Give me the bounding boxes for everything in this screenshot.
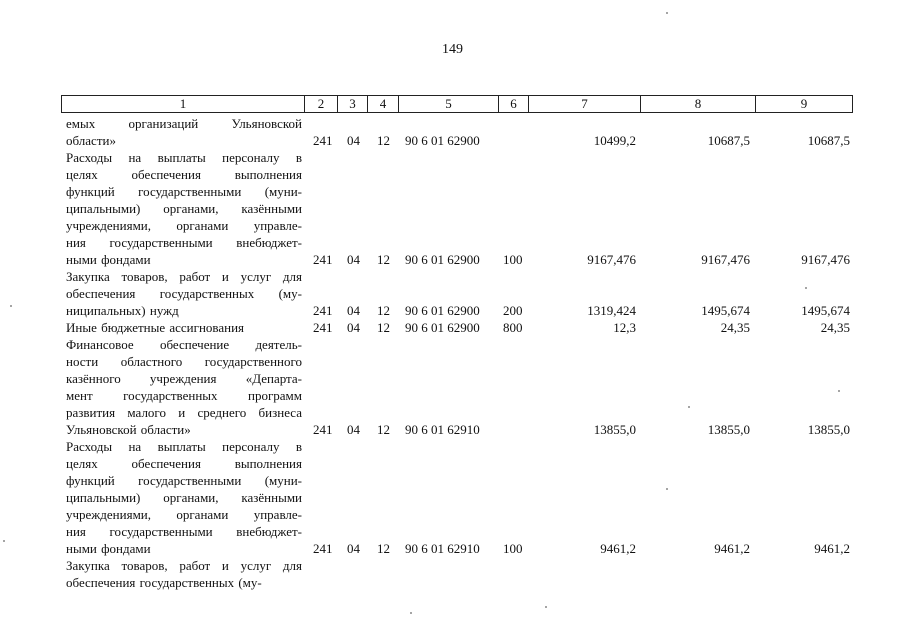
header-col-2: 2 [305,96,338,112]
cell-col-7: 10499,2 [593,133,636,148]
cell-col-4: 12 [377,303,390,318]
description-line: Расходы на выплаты персоналу в [66,150,302,165]
description-line: ниципальных) нужд [66,303,179,318]
description-line: функций государственными (муни- [66,473,302,488]
row-description [66,438,302,557]
description-line: учреждениями, органами управле- [66,218,302,233]
row-description [66,149,302,268]
cell-col-8: 1495,674 [701,303,750,318]
cell-col-8: 13855,0 [707,422,750,437]
header-col-6: 6 [499,96,529,112]
description-line: развития малого и среднего бизнеса [66,405,302,420]
table-header [61,95,853,113]
row-description [66,557,302,591]
cell-col-8: 9167,476 [701,252,750,267]
cell-col-2: 241 [313,541,333,556]
table-row [0,557,905,591]
description-line: Финансовое обеспечение деятель- [66,337,302,352]
table-row [0,268,905,319]
table-row [0,336,905,438]
description-line: функций государственными (муни- [66,184,302,199]
cell-col-2: 241 [313,252,333,267]
scan-speck [666,12,668,14]
cell-col-6: 800 [503,320,523,335]
cell-col-7: 12,3 [613,320,636,335]
scan-speck [805,287,807,289]
description-line: Ульяновской области» [66,422,191,437]
description-line: ности областного государственного [66,354,302,369]
cell-col-9: 9167,476 [801,252,850,267]
row-description [66,115,302,149]
header-col-3: 3 [338,96,368,112]
description-line: области» [66,133,116,148]
description-line: ния государственными внебюджет- [66,235,302,250]
cell-col-3: 04 [347,320,360,335]
cell-col-2: 241 [313,320,333,335]
cell-col-8: 10687,5 [707,133,750,148]
cell-col-3: 04 [347,541,360,556]
scan-speck [10,305,12,307]
table-row [0,438,905,557]
cell-col-9: 10687,5 [807,133,850,148]
cell-col-4: 12 [377,320,390,335]
table-row [0,149,905,268]
cell-col-7: 1319,424 [587,303,636,318]
description-line: емых организаций Ульяновской [66,116,302,131]
scan-speck [688,406,690,408]
row-description [66,319,302,336]
cell-col-8: 24,35 [720,320,750,335]
cell-col-3: 04 [347,422,360,437]
description-line: Закупка товаров, работ и услуг для [66,269,302,284]
cell-col-2: 241 [313,422,333,437]
header-col-8: 8 [641,96,756,112]
description-line: Иные бюджетные ассигнования [66,320,245,335]
description-line: целях обеспечения выполнения [66,456,302,471]
header-col-5: 5 [399,96,499,112]
cell-col-3: 04 [347,303,360,318]
header-col-1: 1 [62,96,305,112]
cell-col-9: 24,35 [820,320,850,335]
description-line: ными фондами [66,252,151,267]
scan-speck [545,606,547,608]
cell-col-6: 100 [503,541,523,556]
page-number: 149 [442,42,463,57]
description-line: обеспечения государственных (му- [66,286,302,301]
cell-col-5: 90 6 01 62900 [405,252,480,267]
cell-col-3: 04 [347,252,360,267]
scan-speck [838,390,840,392]
cell-col-5: 90 6 01 62910 [405,422,480,437]
cell-col-8: 9461,2 [714,541,750,556]
row-description [66,268,302,319]
cell-col-4: 12 [377,541,390,556]
header-col-4: 4 [368,96,399,112]
cell-col-9: 9461,2 [814,541,850,556]
description-line: ципальными) органами, казёнными [66,490,302,505]
cell-col-7: 9167,476 [587,252,636,267]
description-line: Закупка товаров, работ и услуг для [66,558,302,573]
cell-col-4: 12 [377,133,390,148]
cell-col-9: 1495,674 [801,303,850,318]
row-description [66,336,302,438]
cell-col-5: 90 6 01 62900 [405,133,480,148]
cell-col-6: 100 [503,252,523,267]
cell-col-5: 90 6 01 62900 [405,303,480,318]
description-line: казённого учреждения «Департа- [66,371,302,386]
header-col-7: 7 [529,96,641,112]
scan-speck [410,612,412,614]
cell-col-6: 200 [503,303,523,318]
scan-speck [666,488,668,490]
header-col-9: 9 [800,96,808,111]
description-line: ными фондами [66,541,151,556]
cell-col-7: 13855,0 [593,422,636,437]
description-line: ния государственными внебюджет- [66,524,302,539]
cell-col-3: 04 [347,133,360,148]
description-line: обеспечения государственных (му- [66,575,262,590]
cell-col-7: 9461,2 [600,541,636,556]
cell-col-4: 12 [377,422,390,437]
table-row [0,115,905,149]
scan-speck [3,540,5,542]
cell-col-2: 241 [313,303,333,318]
table-body [0,115,905,591]
cell-col-5: 90 6 01 62910 [405,541,480,556]
description-line: учреждениями, органами управле- [66,507,302,522]
description-line: ципальными) органами, казёнными [66,201,302,216]
cell-col-5: 90 6 01 62900 [405,320,480,335]
cell-col-9: 13855,0 [807,422,850,437]
table-row [0,319,905,336]
cell-col-2: 241 [313,133,333,148]
cell-col-4: 12 [377,252,390,267]
description-line: целях обеспечения выполнения [66,167,302,182]
description-line: мент государственных программ [66,388,302,403]
description-line: Расходы на выплаты персоналу в [66,439,302,454]
